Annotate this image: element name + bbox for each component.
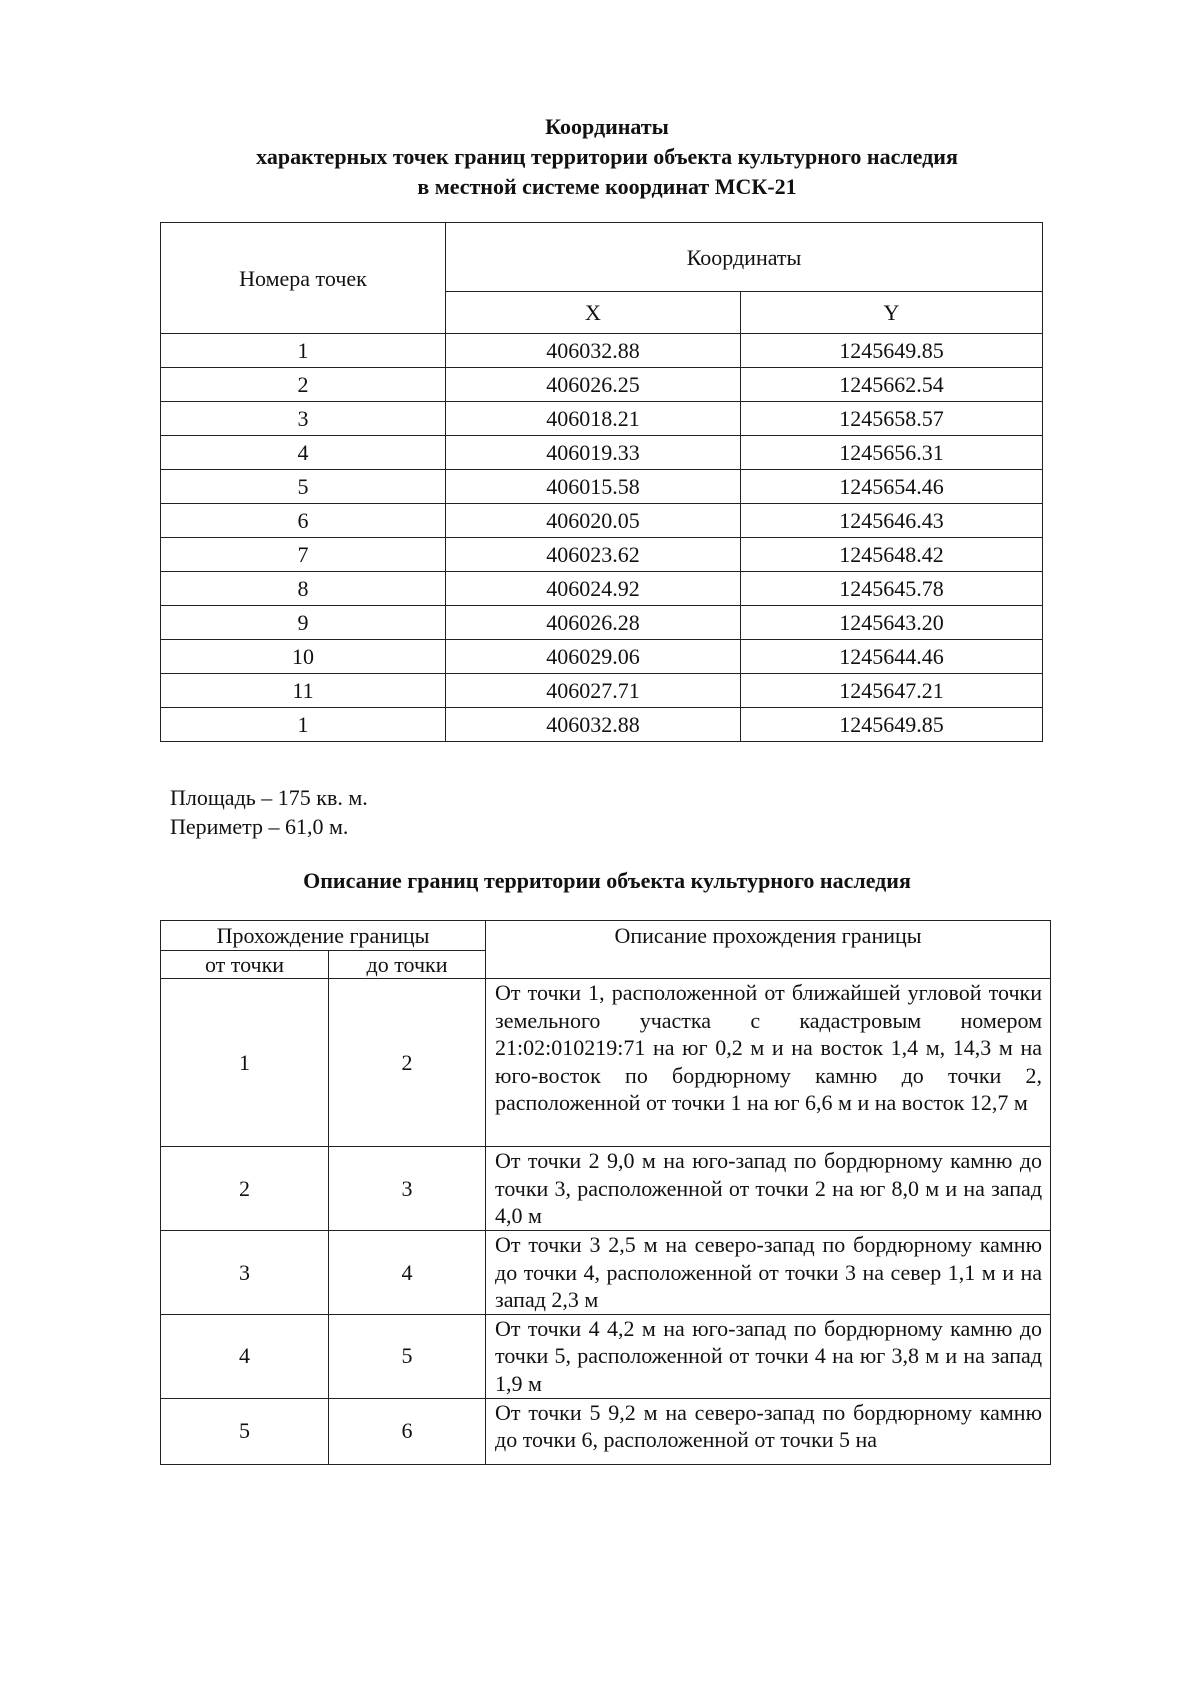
point-number: 10 — [161, 640, 446, 674]
coord-x: 406020.05 — [446, 504, 741, 538]
to-point: 6 — [329, 1398, 486, 1464]
coord-y: 1245647.21 — [741, 674, 1043, 708]
coordinate-row — [161, 504, 1043, 538]
boundary-description-table — [160, 920, 1051, 1465]
coordinate-row — [161, 708, 1043, 742]
description-text: От точки 3 2,5 м на северо-запад по бордюрному камню до точки 4, расположенной от точки 3 на север 1,1 м и на запад 2,3 м — [495, 1232, 1043, 1313]
coord-x: 406026.25 — [446, 368, 741, 402]
coordinate-row — [161, 470, 1043, 504]
to-point: 5 — [329, 1314, 486, 1398]
coord-x: 406023.62 — [446, 538, 741, 572]
header-passage: Прохождение границы — [161, 921, 486, 951]
coordinate-row — [161, 538, 1043, 572]
from-point: 3 — [161, 1231, 329, 1315]
coord-y: 1245658.57 — [741, 402, 1043, 436]
to-point: 3 — [329, 1147, 486, 1231]
coordinate-row — [161, 572, 1043, 606]
to-point: 4 — [329, 1231, 486, 1315]
description-cell — [486, 1398, 1051, 1464]
coord-x: 406032.88 — [446, 708, 741, 742]
coord-x: 406019.33 — [446, 436, 741, 470]
description-cell — [486, 1231, 1051, 1315]
coordinate-row — [161, 606, 1043, 640]
coord-y: 1245654.46 — [741, 470, 1043, 504]
coord-y: 1245646.43 — [741, 504, 1043, 538]
coordinate-row — [161, 640, 1043, 674]
boundary-row — [161, 1398, 1051, 1464]
coord-x: 406024.92 — [446, 572, 741, 606]
description-title: Описание границ территории объекта культурного наследия — [303, 868, 911, 893]
point-number: 6 — [161, 504, 446, 538]
boundary-row — [161, 1147, 1051, 1231]
coord-y: 1245643.20 — [741, 606, 1043, 640]
coord-x: 406027.71 — [446, 674, 741, 708]
point-number: 4 — [161, 436, 446, 470]
coordinate-row — [161, 436, 1043, 470]
point-number: 8 — [161, 572, 446, 606]
point-number: 7 — [161, 538, 446, 572]
doc-title-line-3: в местной системе координат МСК-21 — [417, 174, 797, 199]
point-number: 5 — [161, 470, 446, 504]
description-cell — [486, 1314, 1051, 1398]
coord-y: 1245656.31 — [741, 436, 1043, 470]
header-from-point: от точки — [161, 951, 329, 979]
header-y: Y — [741, 292, 1043, 334]
coord-y: 1245648.42 — [741, 538, 1043, 572]
doc-title-line-1: Координаты — [545, 114, 669, 139]
header-description: Описание прохождения границы — [486, 921, 1051, 979]
point-number: 1 — [161, 708, 446, 742]
coord-x: 406015.58 — [446, 470, 741, 504]
coord-x: 406018.21 — [446, 402, 741, 436]
boundary-row — [161, 1314, 1051, 1398]
coord-y: 1245649.85 — [741, 334, 1043, 368]
coordinate-row — [161, 334, 1043, 368]
coord-x: 406032.88 — [446, 334, 741, 368]
coord-x: 406029.06 — [446, 640, 741, 674]
point-number: 2 — [161, 368, 446, 402]
area-text: Площадь – 175 кв. м. — [170, 785, 368, 810]
coordinate-row — [161, 674, 1043, 708]
from-point: 5 — [161, 1398, 329, 1464]
header-to-point: до точки — [329, 951, 486, 979]
coord-y: 1245644.46 — [741, 640, 1043, 674]
coordinate-row — [161, 402, 1043, 436]
point-number: 11 — [161, 674, 446, 708]
from-point: 1 — [161, 979, 329, 1147]
perimeter-text: Периметр – 61,0 м. — [170, 814, 349, 839]
coord-x: 406026.28 — [446, 606, 741, 640]
description-cell — [486, 1147, 1051, 1231]
from-point: 4 — [161, 1314, 329, 1398]
coordinates-table — [160, 222, 1043, 742]
header-coordinates: Координаты — [446, 223, 1043, 292]
from-point: 2 — [161, 1147, 329, 1231]
header-point-numbers: Номера точек — [161, 223, 446, 334]
description-text: От точки 4 4,2 м на юго-запад по бордюрному камню до точки 5, расположенной от точки 4 на юг 3,8 м и на запад 1,9 м — [495, 1315, 1043, 1396]
description-cell — [486, 979, 1051, 1147]
description-text: От точки 2 9,0 м на юго-запад по бордюрному камню до точки 3, расположенной от точки 2 на юг 8,0 м и на запад 4,0 м — [495, 1148, 1043, 1229]
coordinate-row — [161, 368, 1043, 402]
coord-y: 1245662.54 — [741, 368, 1043, 402]
boundary-row — [161, 979, 1051, 1147]
coord-y: 1245649.85 — [741, 708, 1043, 742]
point-number: 3 — [161, 402, 446, 436]
doc-title-line-2: характерных точек границ территории объекта культурного наследия — [256, 144, 958, 169]
boundary-row — [161, 1231, 1051, 1315]
coord-y: 1245645.78 — [741, 572, 1043, 606]
point-number: 1 — [161, 334, 446, 368]
header-x: X — [446, 292, 741, 334]
description-text: От точки 5 9,2 м на северо-запад по бордюрному камню до точки 6, расположенной от точки 5 на — [495, 1399, 1043, 1453]
description-text: От точки 1, расположенной от ближайшей угловой точки земельного участка с кадастровым номером 21:02:010219:71 на юг 0,2 м и на восток 1,4 м, 14,3 м на юго-восток по бордюрному камню до точки 2, расположенной от точки 1 на юг 6,6 м и на восток 12,7 м — [495, 980, 1043, 1116]
to-point: 2 — [329, 979, 486, 1147]
point-number: 9 — [161, 606, 446, 640]
